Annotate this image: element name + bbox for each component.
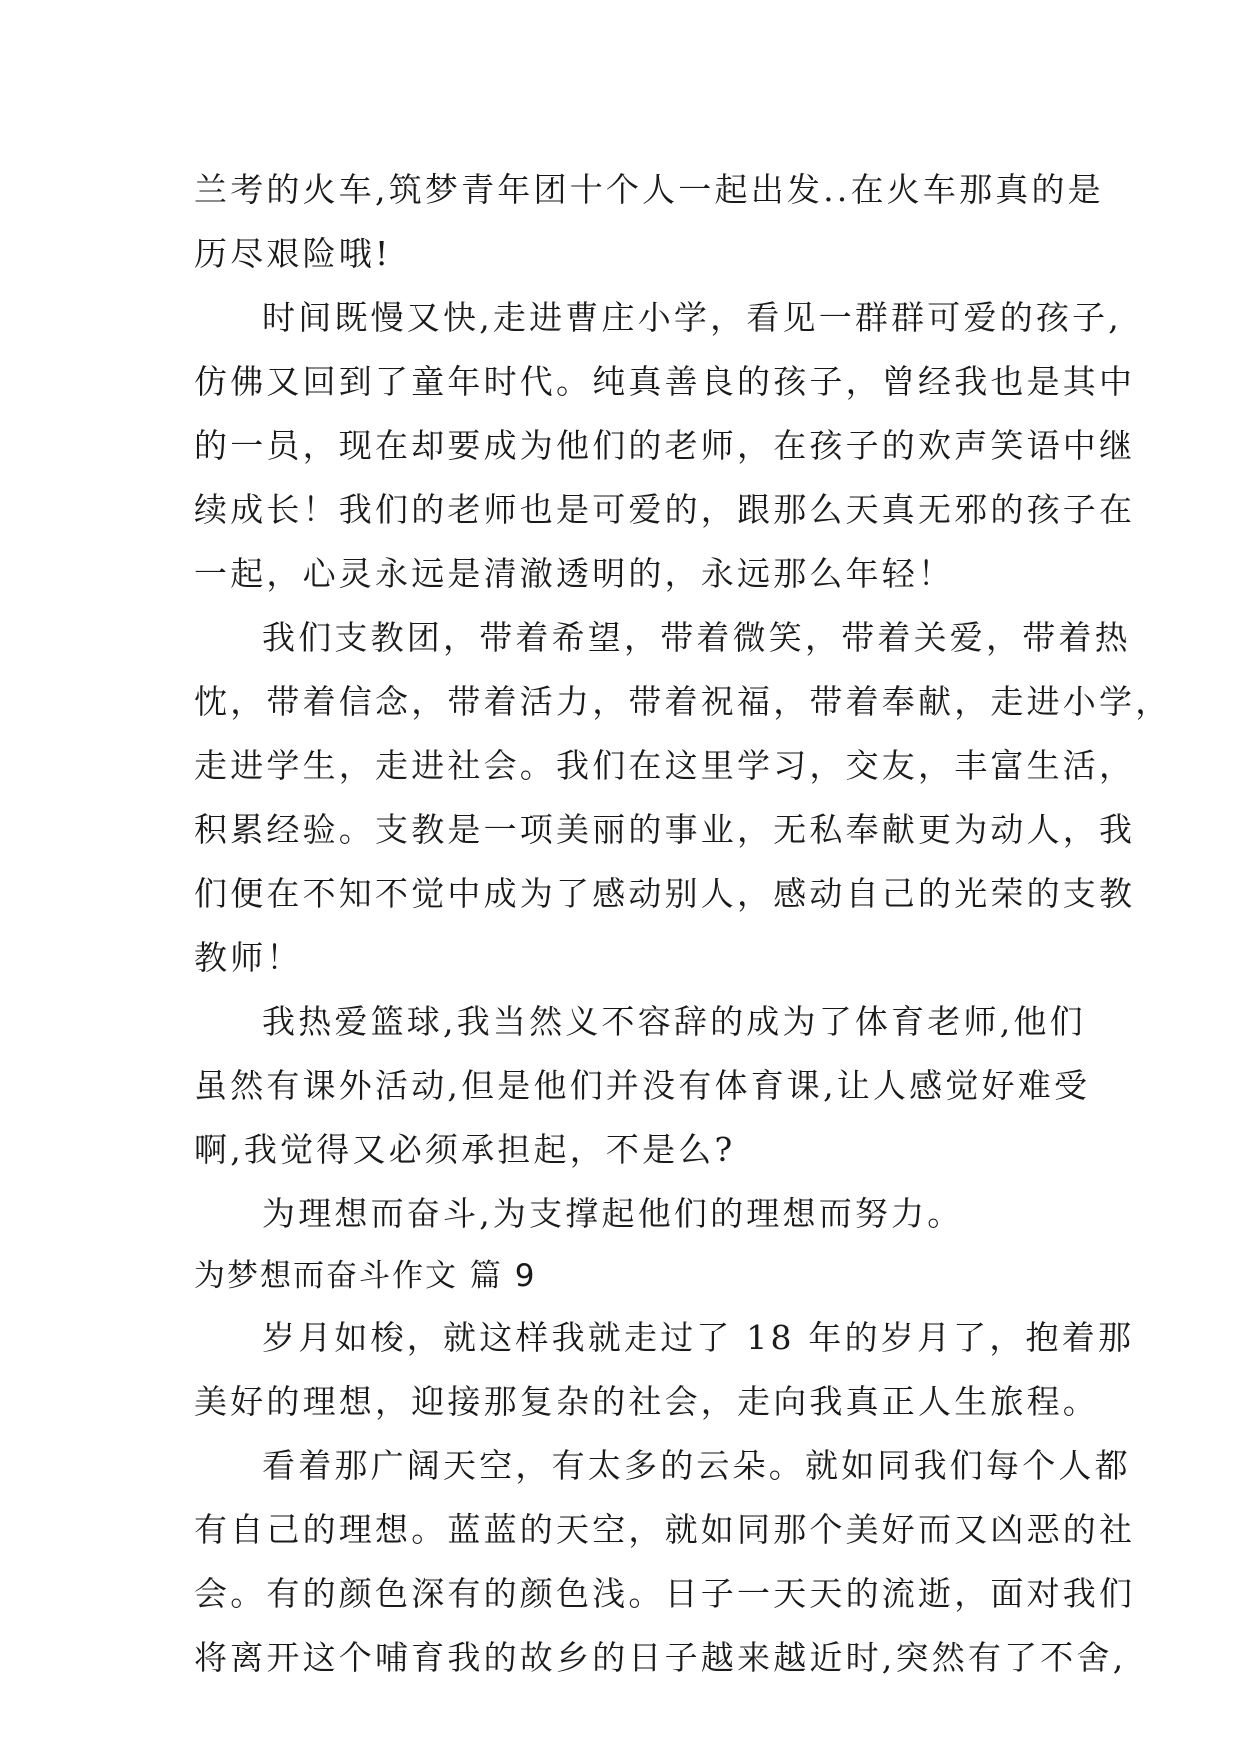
text-line: 忱，带着信念，带着活力，带着祝福，带着奉献，走进小学，: [194, 682, 1172, 721]
paragraph-start-line: 岁月如梭，就这样我就走过了 18 年的岁月了，抱着那: [262, 1318, 1135, 1357]
text-line: 会。有的颜色深有的颜色浅。日子一天天的流逝，面对我们: [194, 1574, 1136, 1613]
text-line: 走进学生，走进社会。我们在这里学习，交友，丰富生活，: [194, 746, 1136, 785]
text-line: 虽然有课外活动,但是他们并没有体育课,让人感觉好难受: [194, 1066, 1091, 1105]
text-line: 教师！: [194, 938, 303, 977]
document-body: [194, 158, 1172, 1690]
text-line: 积累经验。支教是一项美丽的事业，无私奉献更为动人，我: [194, 810, 1136, 849]
text-line: 历尽艰险哦!: [194, 234, 392, 273]
text-line: 啊,我觉得又必须承担起，不是么?: [194, 1130, 736, 1169]
text-line: 仿佛又回到了童年时代。纯真善良的孩子，曾经我也是其中: [194, 362, 1136, 401]
text-line: 美好的理想，迎接那复杂的社会，走向我真正人生旅程。: [194, 1382, 1099, 1421]
paragraph-start-line: 时间既慢又快,走进曹庄小学，看见一群群可爱的孩子,: [262, 298, 1122, 337]
text-line: 一起，心灵永远是清澈透明的，永远那么年轻！: [194, 554, 955, 593]
paragraph-start-line: 看着那广阔天空，有太多的云朵。就如同我们每个人都: [262, 1446, 1131, 1485]
paragraph-start-line: 我热爱篮球,我当然义不容辞的成为了体育老师,他们: [262, 1002, 1086, 1041]
paragraph-start-line: 我们支教团，带着希望，带着微笑，带着关爱，带着热: [262, 618, 1131, 657]
text-line: 续成长！我们的老师也是可爱的，跟那么天真无邪的孩子在: [194, 490, 1136, 529]
text-line: 的一员，现在却要成为他们的老师，在孩子的欢声笑语中继: [194, 426, 1136, 465]
section-heading: 为梦想而奋斗作文 篇 9: [194, 1258, 537, 1294]
text-line: 们便在不知不觉中成为了感动别人，感动自己的光荣的支教: [194, 874, 1136, 913]
text-line: 兰考的火车,筑梦青年团十个人一起出发..在火车那真的是: [194, 170, 1104, 209]
text-line: 有自己的理想。蓝蓝的天空，就如同那个美好而又凶恶的社: [194, 1510, 1136, 1549]
text-line: 将离开这个哺育我的故乡的日子越来越近时,突然有了不舍,: [194, 1638, 1127, 1677]
paragraph-start-line: 为理想而奋斗,为支撑起他们的理想而努力。: [262, 1194, 964, 1233]
